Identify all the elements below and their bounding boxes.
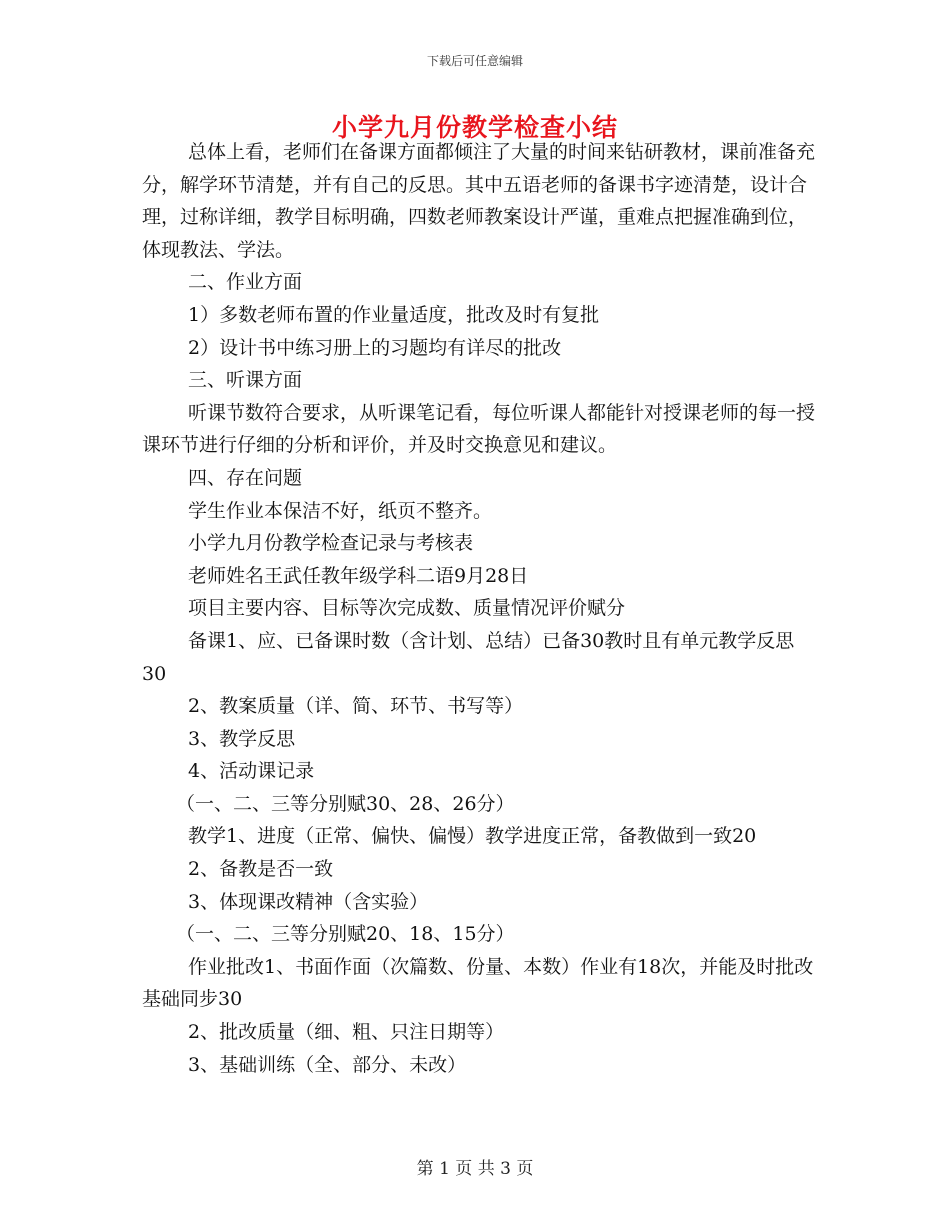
header-note: 下载后可任意编辑 <box>426 54 523 68</box>
table-line: 2、批改质量（细、粗、只注日期等） <box>188 1021 505 1044</box>
table-line: 备课1、应、已备课时数（含计划、总结）已备30教时且有单元教学反思30 <box>142 629 795 685</box>
table-line: 2、教案质量（详、简、环节、书写等） <box>188 695 524 718</box>
paragraph: 总体上看，老师们在备课方面都倾注了大量的时间来钻研教材，课前准备充分，解学环节清楚，并有自己的反思。其中五语老师的备课书字迹清楚，设计合理，过称详细，教学目标明确，四数老师教案设计严谨，重难点把握准确到位，体现教法、学法。 <box>142 141 816 261</box>
section-heading: 二、作业方面 <box>188 271 303 294</box>
paragraph: 听课节数符合要求，从听课笔记看，每位听课人都能针对授课老师的每一授课环节进行仔细的分析和评价，并及时交换意见和建议。 <box>142 401 816 457</box>
table-line: （一、二、三等分别赋20、18、15分） <box>176 923 515 946</box>
document-body <box>142 136 818 1081</box>
table-line: 3、体现课改精神（含实验） <box>188 890 429 913</box>
table-line: 2、备教是否一致 <box>188 858 334 881</box>
list-item: 2）设计书中练习册上的习题均有详尽的批改 <box>188 336 562 359</box>
table-line: 教学1、进度（正常、偏快、偏慢）教学进度正常，备教做到一致20 <box>188 825 757 848</box>
list-item: 1）多数老师布置的作业量适度，批改及时有复批 <box>188 303 600 326</box>
table-line: 项目主要内容、目标等次完成数、质量情况评价赋分 <box>188 597 626 620</box>
table-line: 3、基础训练（全、部分、未改） <box>188 1053 467 1076</box>
table-line: 3、教学反思 <box>188 727 296 750</box>
section-heading: 三、听课方面 <box>188 369 303 392</box>
page-footer: 第 1 页 共 3 页 <box>416 1159 534 1179</box>
table-line: 4、活动课记录 <box>188 760 315 783</box>
paragraph: 学生作业本保洁不好，纸页不整齐。 <box>188 499 493 522</box>
table-line: （一、二、三等分别赋30、28、26分） <box>176 792 515 815</box>
table-line: 作业批改1、书面作面（次篇数、份量、本数）作业有18次，并能及时批改基础同步30 <box>142 955 814 1011</box>
section-heading: 四、存在问题 <box>188 466 303 489</box>
document-title: 小学九月份教学检查小结 <box>331 113 618 142</box>
table-line: 老师姓名王武任教年级学科二语9月28日 <box>188 564 529 587</box>
table-title: 小学九月份教学检查记录与考核表 <box>188 532 474 555</box>
